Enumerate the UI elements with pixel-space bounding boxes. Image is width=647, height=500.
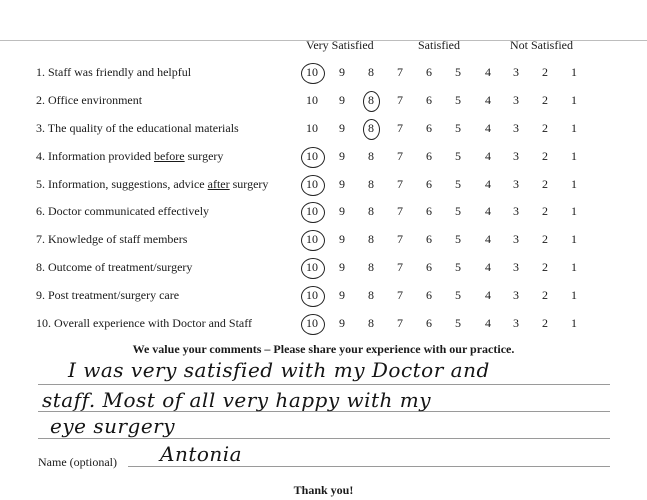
rating-score: 10 [300,232,324,247]
rating-score: 3 [513,288,519,302]
rating-score: 8 [359,93,383,108]
header-not-satisfied: Not Satisfied [510,38,573,52]
header-satisfied: Satisfied [418,38,460,52]
comment-line-1 [38,384,610,385]
rating-score: 9 [339,260,345,274]
rating-score: 2 [542,177,548,191]
name-label: Name (optional) [38,455,117,469]
rating-score: 6 [426,93,432,107]
rating-row [0,258,647,278]
rating-item-text: The quality of the educational materials [47,121,239,135]
rating-score: 7 [397,204,403,218]
rating-item-number: 8. [36,260,45,274]
rating-score: 7 [397,232,403,246]
rating-score: 1 [571,316,577,330]
rating-item-label-part: before [153,149,185,163]
rating-score: 2 [542,232,548,246]
rating-score: 5 [455,177,461,191]
comment-handwriting-3: eye surgery [50,414,176,438]
rating-score: 5 [455,232,461,246]
rating-score: 9 [339,149,345,163]
rating-score: 8 [368,65,374,79]
rating-item-text: Office environment [48,93,143,107]
rating-score: 6 [426,288,432,302]
rating-score: 1 [571,204,577,218]
rating-item-text: Post treatment/surgery care [48,288,180,302]
rating-item-label-part: after [207,177,230,191]
comment-line-3 [38,438,610,439]
rating-score: 9 [339,316,345,330]
rating-score: 2 [542,149,548,163]
rating-score: 1 [571,232,577,246]
rating-score: 3 [513,93,519,107]
rating-score: 10 [306,121,318,135]
rating-score: 2 [542,288,548,302]
rating-score: 7 [397,316,403,330]
rating-score: 3 [513,149,519,163]
rating-row [0,147,647,167]
rating-score: 8 [359,121,383,136]
rating-score: 10 [300,316,324,331]
rating-score: 8 [368,260,374,274]
rating-row [0,202,647,222]
rating-score: 6 [426,177,432,191]
rating-score: 4 [485,288,491,302]
rating-score: 10 [300,65,324,80]
rating-score: 5 [455,288,461,302]
rating-score: 9 [339,288,345,302]
rating-row [0,286,647,306]
rating-item-label-part: Information, suggestions, advice [48,177,208,191]
rating-score: 7 [397,177,403,191]
rating-score: 1 [571,65,577,79]
rating-score: 6 [426,316,432,330]
rating-score: 4 [485,260,491,274]
rating-score: 10 [300,260,324,275]
comments-prompt: We value your comments – Please share your experience with our practice. [132,342,515,356]
rating-score: 9 [339,232,345,246]
rating-item-label [36,149,223,164]
rating-score: 1 [571,93,577,107]
rating-item-label-part: Information provided [48,149,154,163]
rating-score: 5 [455,316,461,330]
rating-score: 2 [542,121,548,135]
rating-item-label [36,204,209,219]
rating-row [0,119,647,139]
rating-score: 3 [513,232,519,246]
rating-score: 2 [542,93,548,107]
rating-score: 10 [300,149,324,164]
rating-score: 7 [397,93,403,107]
rating-score: 6 [426,232,432,246]
rating-score: 4 [485,93,491,107]
rating-score: 6 [426,204,432,218]
rating-score: 9 [339,177,345,191]
rating-item-number: 1. [36,65,45,79]
rating-score: 3 [513,260,519,274]
rating-score: 4 [485,316,491,330]
rating-score: 8 [368,232,374,246]
rating-item-label [36,260,192,275]
rating-score: 1 [571,149,577,163]
rating-item-number: 7. [36,232,45,246]
rating-score: 6 [426,65,432,79]
rating-score: 8 [368,204,374,218]
rating-score: 1 [571,260,577,274]
rating-score: 10 [306,93,318,107]
rating-score: 4 [485,204,491,218]
rating-score: 4 [485,121,491,135]
rating-score: 5 [455,204,461,218]
comment-handwriting-2: staff. Most of all very happy with my [42,388,432,412]
rating-score: 8 [368,288,374,302]
rating-score: 9 [339,204,345,218]
rating-item-label-part: surgery [229,177,269,191]
rating-row [0,314,647,334]
rating-score: 4 [485,177,491,191]
rating-score: 3 [513,65,519,79]
rating-score: 6 [426,149,432,163]
rating-item-number: 2. [36,93,45,107]
rating-item-text: Doctor communicated effectively [48,204,210,218]
rating-item-label [36,316,252,331]
rating-item-number: 9. [36,288,45,302]
rating-score: 3 [513,316,519,330]
rating-score: 1 [571,177,577,191]
rating-score: 6 [426,260,432,274]
rating-item-number: 6. [36,204,45,218]
rating-score: 2 [542,316,548,330]
rating-row [0,91,647,111]
rating-item-label-part: surgery [184,149,224,163]
rating-item-text: Outcome of treatment/surgery [48,260,193,274]
rating-score: 4 [485,149,491,163]
rating-score: 8 [368,177,374,191]
rating-score: 7 [397,65,403,79]
rating-score: 2 [542,65,548,79]
rating-score: 5 [455,260,461,274]
rating-score: 9 [339,65,345,79]
rating-item-text: Staff was friendly and helpful [48,65,192,79]
rating-score: 3 [513,177,519,191]
rating-item-number: 5. [36,177,45,191]
rating-item-number: 3. [36,121,45,135]
rating-score: 8 [368,149,374,163]
rating-item-label [36,65,191,80]
rating-score: 9 [339,93,345,107]
rating-item-text: Overall experience with Doctor and Staff [54,316,253,330]
rating-score: 10 [300,177,324,192]
rating-item-label [36,288,179,303]
rating-row [0,63,647,83]
rating-item-label [36,232,187,247]
rating-score: 2 [542,204,548,218]
rating-item-label [36,177,268,192]
rating-score: 7 [397,121,403,135]
rating-score: 7 [397,260,403,274]
rating-score: 7 [397,288,403,302]
rating-score: 4 [485,65,491,79]
rating-score: 5 [455,121,461,135]
name-line [128,466,610,467]
rating-score: 1 [571,288,577,302]
rating-item-label [36,93,142,108]
thank-you: Thank you! [293,483,354,497]
rating-score: 3 [513,204,519,218]
rating-score: 7 [397,149,403,163]
rating-item-number: 10. [36,316,51,330]
rating-item-label [36,121,239,136]
name-handwriting: Antonia [160,442,243,466]
rating-score: 5 [455,65,461,79]
rating-score: 5 [455,149,461,163]
rating-score: 6 [426,121,432,135]
rating-item-text: Knowledge of staff members [48,232,188,246]
rating-score: 3 [513,121,519,135]
rating-score: 1 [571,121,577,135]
rating-item-number: 4. [36,149,45,163]
rating-score: 9 [339,121,345,135]
rating-score: 10 [300,288,324,303]
header-very-satisfied: Very Satisfied [306,38,374,52]
comment-handwriting-1: I was very satisfied with my Doctor and [68,358,490,382]
rating-row [0,230,647,250]
rating-score: 2 [542,260,548,274]
rating-score: 10 [300,204,324,219]
rating-score: 8 [368,316,374,330]
rating-row [0,175,647,195]
rating-score: 4 [485,232,491,246]
rating-score: 5 [455,93,461,107]
